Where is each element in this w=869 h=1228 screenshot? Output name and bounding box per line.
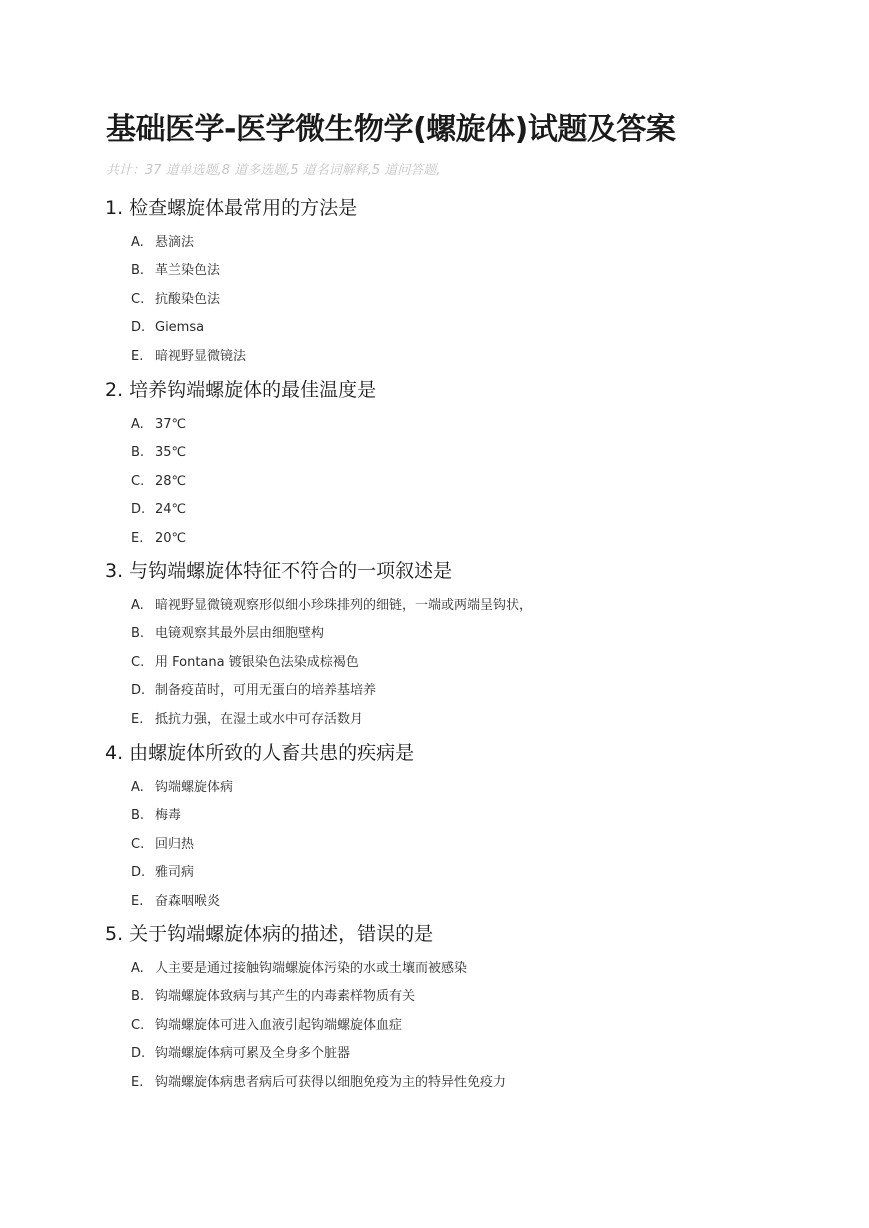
option-e <box>131 893 220 911</box>
option-c <box>131 654 359 672</box>
option-c <box>131 291 220 309</box>
option-letter: A. <box>131 235 144 250</box>
option-d <box>131 864 194 882</box>
option-letter: A. <box>131 417 144 432</box>
option-letter: C. <box>131 292 145 307</box>
option-text: 35℃ <box>155 445 187 460</box>
option-b <box>131 262 220 280</box>
question-title: 4. 由螺旋体所致的人畜共患的疾病是 <box>105 742 415 764</box>
question-title: 1. 检查螺旋体最常用的方法是 <box>105 197 358 219</box>
question-title: 2. 培养钩端螺旋体的最佳温度是 <box>105 379 377 401</box>
page-title: 基础医学-医学微生物学(螺旋体)试题及答案 <box>106 112 676 147</box>
option-text: 抗酸染色法 <box>155 292 221 307</box>
question-2 <box>105 378 825 546</box>
option-b <box>131 988 415 1006</box>
question-3 <box>105 559 825 727</box>
option-text: 钩端螺旋体病患者病后可获得以细胞免疫为主的特异性免疫力 <box>155 1075 507 1090</box>
option-letter: D. <box>131 683 146 698</box>
option-text: 37℃ <box>155 417 187 432</box>
question-title: 5. 关于钩端螺旋体病的描述，错误的是 <box>105 923 434 945</box>
option-text: 钩端螺旋体致病与其产生的内毒素样物质有关 <box>155 989 416 1004</box>
option-text: 回归热 <box>155 837 195 852</box>
option-letter: D. <box>131 865 146 880</box>
option-b <box>131 625 324 643</box>
option-letter: A. <box>131 598 144 613</box>
option-text: 雅司病 <box>155 865 195 880</box>
option-text: 悬滴法 <box>155 235 195 250</box>
option-text: Giemsa <box>155 320 205 335</box>
option-letter: E. <box>131 349 144 364</box>
option-b <box>131 807 181 825</box>
option-a <box>131 779 233 797</box>
option-d <box>131 682 376 700</box>
option-letter: C. <box>131 655 145 670</box>
option-d <box>131 319 204 337</box>
option-text: 28℃ <box>155 474 187 489</box>
option-text: 革兰染色法 <box>155 263 221 278</box>
option-text: 暗视野显微镜法 <box>155 349 247 364</box>
option-text: 梅毒 <box>155 808 182 823</box>
option-text: 24℃ <box>155 502 187 517</box>
option-a <box>131 960 467 978</box>
option-text: 钩端螺旋体病可累及全身多个脏器 <box>155 1046 351 1061</box>
option-letter: E. <box>131 894 144 909</box>
option-text: 钩端螺旋体病 <box>155 780 234 795</box>
option-c <box>131 473 186 491</box>
option-a <box>131 416 186 434</box>
option-text: 20℃ <box>155 531 187 546</box>
option-text: 电镜观察其最外层由细胞壁构 <box>155 626 325 641</box>
option-letter: B. <box>131 626 145 641</box>
option-a <box>131 597 532 615</box>
option-e <box>131 711 363 729</box>
option-b <box>131 444 186 462</box>
option-text: 奋森咽喉炎 <box>155 894 221 909</box>
option-e <box>131 348 246 366</box>
question-4 <box>105 741 825 909</box>
option-letter: B. <box>131 263 145 278</box>
option-e <box>131 1074 506 1092</box>
option-letter: C. <box>131 1018 145 1033</box>
option-letter: D. <box>131 1046 146 1061</box>
question-1 <box>105 196 825 364</box>
option-letter: D. <box>131 502 146 517</box>
option-a <box>131 234 194 252</box>
option-c <box>131 1017 402 1035</box>
option-letter: E. <box>131 531 144 546</box>
option-c <box>131 836 194 854</box>
option-text: 用 Fontana 镀银染色法染成棕褐色 <box>155 655 359 670</box>
option-letter: B. <box>131 989 145 1004</box>
option-text: 钩端螺旋体可进入血液引起钩端螺旋体血症 <box>155 1018 403 1033</box>
option-d <box>131 501 186 519</box>
option-letter: A. <box>131 961 144 976</box>
option-letter: A. <box>131 780 144 795</box>
option-letter: E. <box>131 1075 144 1090</box>
option-letter: B. <box>131 808 145 823</box>
option-letter: B. <box>131 445 145 460</box>
option-text: 制备疫苗时，可用无蛋白的培养基培养 <box>155 683 377 698</box>
question-5 <box>105 922 825 1090</box>
option-text: 暗视野显微镜观察形似细小珍珠排列的细链，一端或两端呈钩状， <box>155 598 533 613</box>
question-summary: 共计：37 道单选题,8 道多选题,5 道名词解释,5 道问答题, <box>106 163 441 178</box>
question-title: 3. 与钩端螺旋体特征不符合的一项叙述是 <box>105 560 453 582</box>
option-d <box>131 1045 350 1063</box>
option-text: 抵抗力强，在湿土或水中可存活数月 <box>155 712 364 727</box>
option-letter: E. <box>131 712 144 727</box>
option-letter: C. <box>131 837 145 852</box>
option-letter: D. <box>131 320 146 335</box>
option-letter: C. <box>131 474 145 489</box>
option-e <box>131 530 186 548</box>
option-text: 人主要是通过接触钩端螺旋体污染的水或土壤而被感染 <box>155 961 468 976</box>
